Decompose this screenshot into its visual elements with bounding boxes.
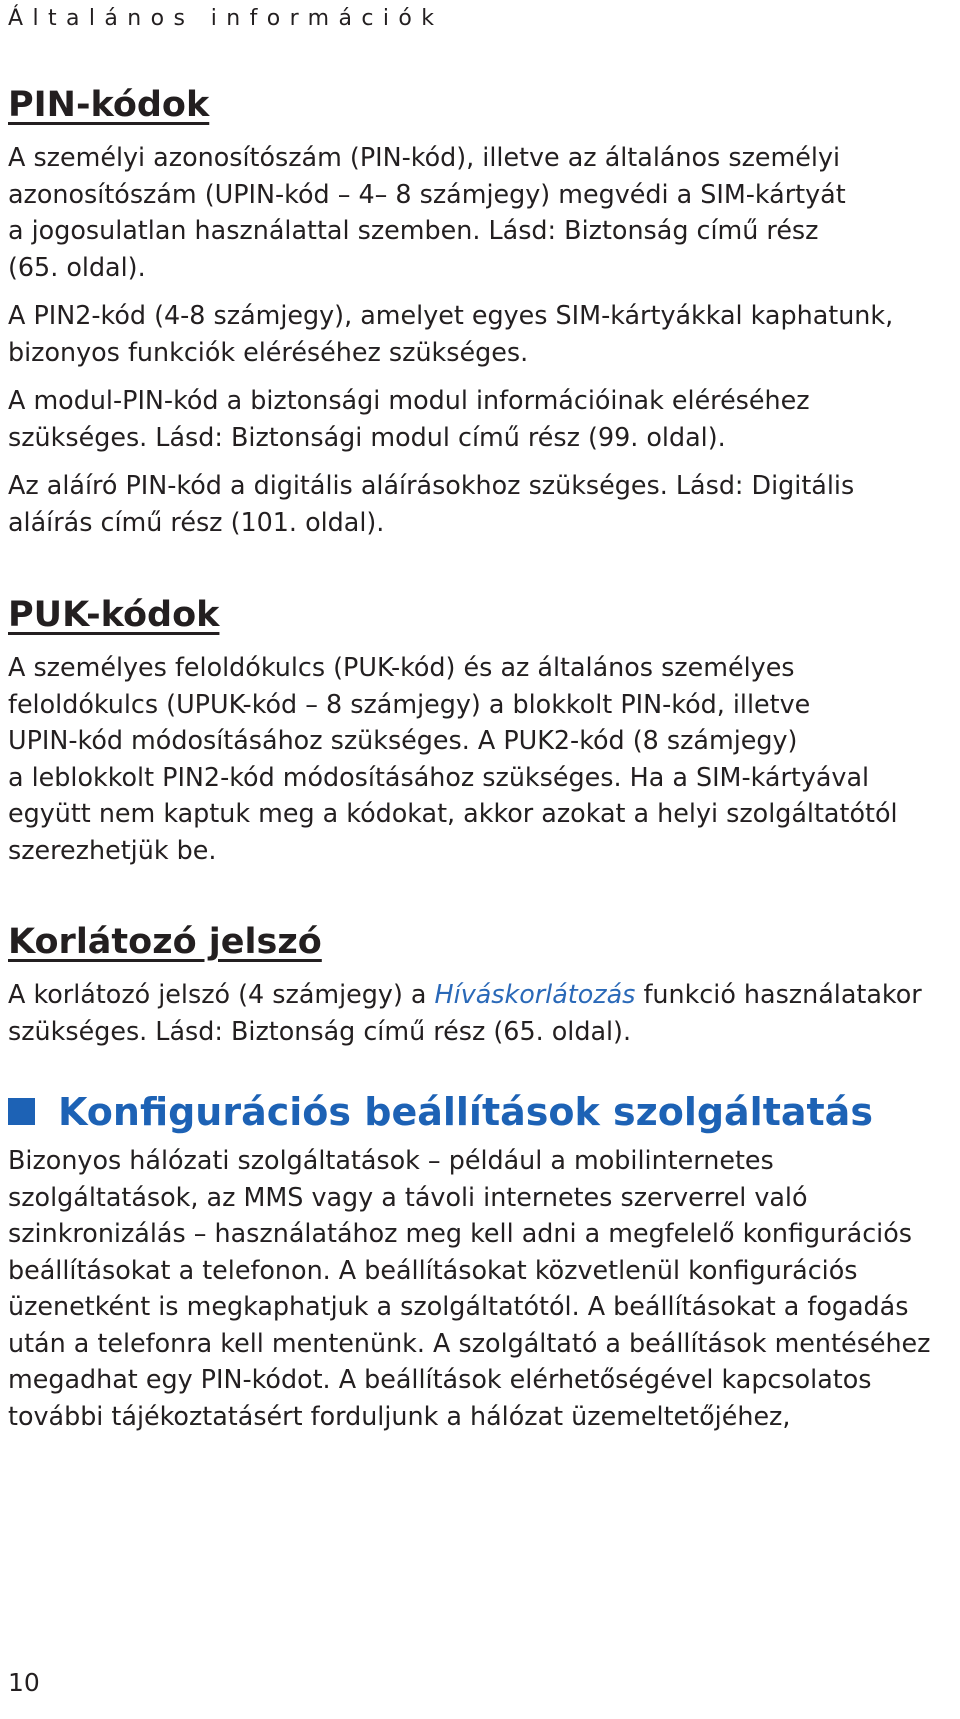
text-line: a leblokkolt PIN2-kód módosításához szükséges. Ha a SIM-kártyával [8,761,870,792]
paragraph [8,297,948,370]
paragraph [8,382,948,455]
call-barring-link[interactable]: Híváskorlátozás [434,979,636,1009]
text-line: A modul-PIN-kód a biztonsági modul információinak eléréséhez [8,385,810,415]
text-line: együtt nem kaptuk meg a kódokat, akkor azokat a helyi szolgáltatótól [8,798,898,828]
text-line: üzenetként is megkaphatjuk a szolgáltatótól. A beállításokat a fogadás [8,1291,909,1321]
section-restriction-password [8,920,948,1049]
text-line: (65. oldal). [8,251,146,282]
section-heading: Korlátozó jelszó [8,922,322,962]
text-line: szolgáltatások, az MMS vagy a távoli internetes szerverrel való [8,1181,808,1212]
paragraph [8,1142,948,1434]
chapter-heading [8,1088,948,1136]
section-heading: PUK-kódok [8,595,220,635]
text-line: szükséges. Lásd: Biztonsági modul című rész (99. oldal). [8,421,726,452]
paragraph [8,139,948,285]
chapter-heading-text: Konfigurációs beállítások szolgáltatás [58,1090,873,1134]
paragraph [8,467,948,540]
text-line: aláírás című rész (101. oldal). [8,506,385,537]
text-line [8,976,948,1013]
text-line: A személyes feloldókulcs (PUK-kód) és az általános személyes [8,652,795,682]
section-heading: PIN-kódok [8,85,210,125]
text-line: szinkronizálás – használatához meg kell adni a megfelelő konfigurációs [8,1218,912,1248]
paragraph [8,649,948,868]
page-number: 10 [8,1668,40,1697]
text-line: után a telefonra kell mentenünk. A szolgáltató a beállítások mentéséhez [8,1327,931,1358]
running-header: Általános információk [8,6,444,31]
text-run: A korlátozó jelszó (4 számjegy) a [8,979,435,1009]
paragraph [8,976,948,1049]
text-run: funkció használatakor [635,979,922,1009]
text-line: további tájékoztatásért forduljunk a hálózat üzemeltetőjéhez, [8,1400,791,1431]
text-line: UPIN-kód módosításához szükséges. A PUK2-kód (8 számjegy) [8,725,798,755]
section-puk-codes [8,593,948,868]
section-pin-codes [8,83,948,540]
text-line: szükséges. Lásd: Biztonság című rész (65. oldal). [8,1015,632,1046]
text-line: feloldókulcs (UPUK-kód – 8 számjegy) a blokkolt PIN-kód, illetve [8,688,811,719]
text-line: Az aláíró PIN-kód a digitális aláírásokhoz szükséges. Lásd: Digitális [8,470,855,500]
text-line: A PIN2-kód (4-8 számjegy), amelyet egyes SIM-kártyákkal kaphatunk, [8,300,894,330]
section-configuration-settings [8,1088,948,1434]
text-line: azonosítószám (UPIN-kód – 4– 8 számjegy) megvédi a SIM-kártyát [8,178,846,209]
text-line: a jogosulatlan használattal szemben. Lásd: Biztonság című rész [8,215,819,245]
square-bullet-icon [8,1098,35,1125]
text-line: A személyi azonosítószám (PIN-kód), illetve az általános személyi [8,142,841,172]
text-line: bizonyos funkciók eléréséhez szükséges. [8,336,529,367]
text-line: szerezhetjük be. [8,834,217,865]
text-line: megadhat egy PIN-kódot. A beállítások elérhetőségével kapcsolatos [8,1364,872,1394]
text-line: Bizonyos hálózati szolgáltatások – például a mobilinternetes [8,1145,774,1175]
text-line: beállításokat a telefonon. A beállításokat közvetlenül konfigurációs [8,1254,858,1285]
